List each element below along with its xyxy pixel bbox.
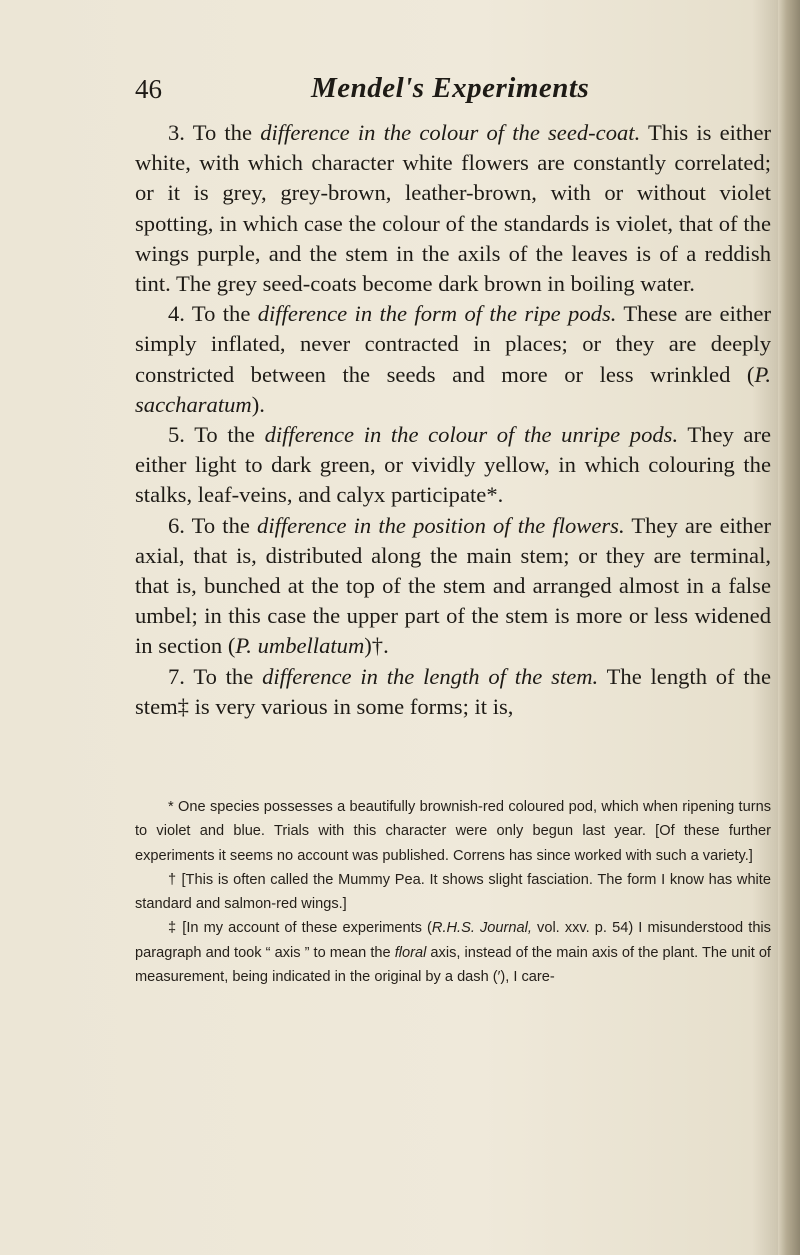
paragraph-5 <box>135 420 771 511</box>
paragraph-lead: To the <box>192 120 253 145</box>
paragraph-number: 7. <box>168 663 185 689</box>
footnote-mark: ‡ <box>168 920 178 937</box>
paragraph-number: 6. <box>168 512 185 538</box>
paragraph-3 <box>135 118 771 299</box>
footnote-dagger <box>135 868 771 917</box>
footnote-text: [This is often called the Mummy Pea. It shows slight fasciation. The form I know has white standard and salmon-red wings.] <box>135 871 771 913</box>
paragraph-7 <box>135 662 771 722</box>
footnotes <box>135 795 771 989</box>
paragraph-body-end: ). <box>251 391 265 417</box>
paragraph-lead: To the <box>191 512 250 538</box>
paragraph-4 <box>135 299 771 420</box>
paragraph-number: 3. <box>168 120 185 145</box>
paragraph-lead: To the <box>193 663 254 689</box>
paragraph-body: They are either light to dark green, or vividly yellow, in which colouring the stalks, leaf-veins, and calyx participate*. <box>135 422 772 508</box>
paragraph-6 <box>135 511 771 662</box>
paragraph-body: This is either white, with which character white flowers are constantly correlated; or it is grey, grey-brown, leather-brown, with or without violet spotting, in which case the colour of the standards is violet, that of the wings purple, and the stem in the axils of the leaves is of a reddish tint. The grey seed-coats become dark brown in boiling water. <box>135 120 771 297</box>
paragraph-heading: difference in the position of the flowers. <box>257 512 625 538</box>
main-text <box>135 118 771 722</box>
footnote-double-dagger <box>135 916 771 989</box>
paragraph-body: They are either axial, that is, distributed along the main stem; or they are terminal, that is, bunched at the top of the stem and arranged almost in a false umbel; in this case the upper part of the stem is more or less widened in section ( <box>135 512 772 659</box>
journal-title: R.H.S. Journal, <box>431 920 532 937</box>
paragraph-heading: difference in the colour of the unripe pods. <box>264 422 679 448</box>
footnote-text: [In my account of these experiments ( <box>182 920 432 937</box>
footnote-text: vol. xxv. p. 54) I misunderstood this paragraph and took “ axis ” to mean the <box>135 920 771 961</box>
paragraph-body: The length of the stem‡ is very various in some forms; it is, <box>135 663 771 719</box>
running-title: Mendel's Experiments <box>311 72 590 104</box>
paragraph-number: 4. <box>168 301 185 327</box>
page-edge-shadow <box>778 0 800 1255</box>
paragraph-lead: To the <box>191 301 251 327</box>
page-header <box>135 74 770 114</box>
footnote-asterisk <box>135 795 771 868</box>
footnote-text: axis, instead of the main axis of the plant. The unit of measurement, being indicated in the original by a dash (′), I care- <box>135 944 771 986</box>
species-name: P. saccharatum <box>135 361 771 417</box>
footnote-mark: * <box>168 799 174 815</box>
paragraph-number: 5. <box>168 422 185 448</box>
paragraph-body: These are either simply inflated, never contracted in places; or they are deeply constricted between the seeds and more or less wrinkled ( <box>135 301 771 387</box>
paragraph-heading: difference in the colour of the seed-coat. <box>260 120 641 145</box>
paragraph-heading: difference in the form of the ripe pods. <box>257 301 617 327</box>
species-name: P. umbellatum <box>235 633 365 659</box>
footnote-text: One species possesses a beautifully brownish-red coloured pod, which when ripening turns to violet and blue. Trials with this character were only begun last year. [Of these further experiments it seems no account was published. Correns has since worked with such a variety.] <box>135 799 771 864</box>
paragraph-lead: To the <box>194 422 255 448</box>
footnote-emphasis: floral <box>394 944 427 961</box>
page-number: 46 <box>135 74 162 104</box>
paragraph-body-end: )†. <box>364 633 389 659</box>
paragraph-heading: difference in the length of the stem. <box>262 663 599 689</box>
footnote-mark: † <box>168 871 177 888</box>
